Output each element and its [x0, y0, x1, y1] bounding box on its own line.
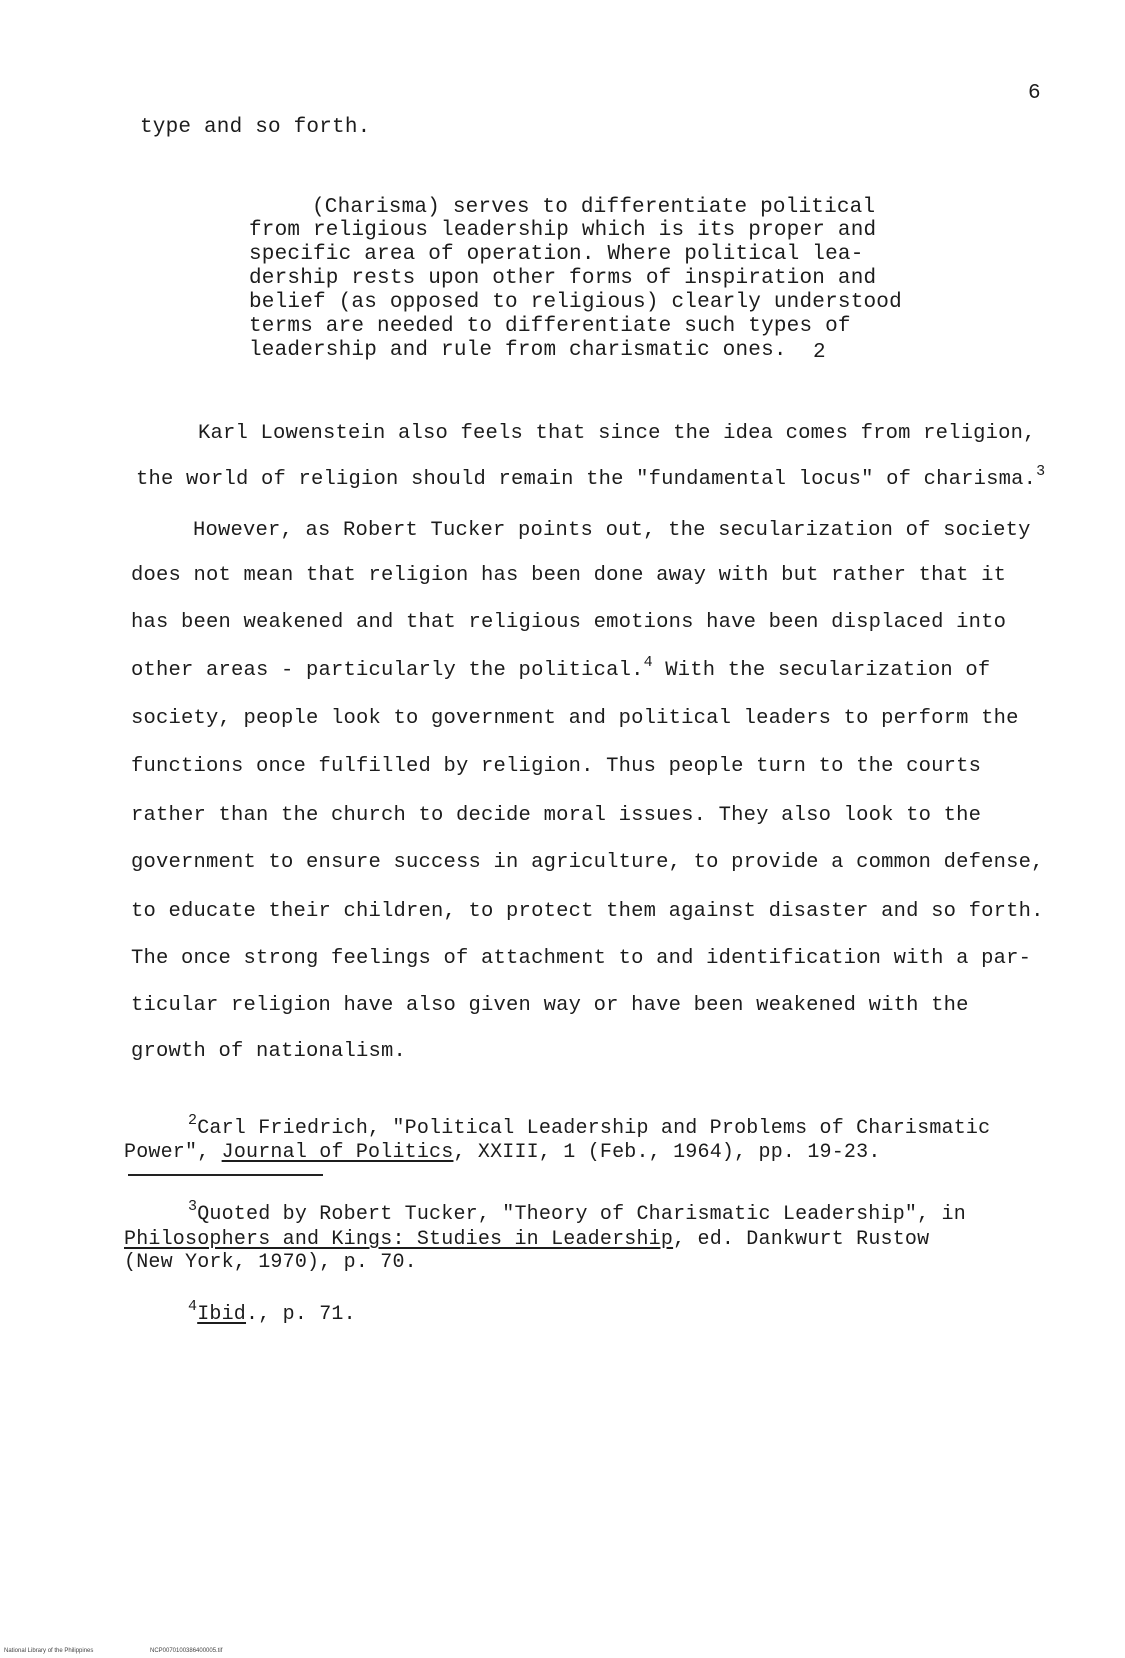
body-line: other areas - particularly the political.$^4$ With the secularization of: [131, 654, 991, 682]
body-line: society, people look to government and political leaders to perform the: [131, 707, 1019, 730]
body-line: to educate their children, to protect them against disaster and so forth.: [131, 900, 1044, 923]
footnote-3-cont: (New York, 1970), p. 70.: [124, 1251, 417, 1274]
body-line: has been weakened and that religious emotions have been displaced into: [131, 611, 1007, 634]
footnote-ref[interactable]: 4: [643, 654, 653, 671]
footnote-2-cont: Power", Journal of Politics, XXIII, 1 (Feb., 1964), pp. 19-23.: [124, 1141, 881, 1164]
quote-note-ref: 2: [813, 341, 826, 364]
page-number: 6: [1028, 82, 1041, 105]
quote-line: dership rests upon other forms of inspiration and: [249, 267, 877, 290]
footnote-3: $^3$Quoted by Robert Tucker, "Theory of Charismatic Leadership", in: [188, 1198, 966, 1226]
body-line: the world of religion should remain the "fundamental locus" of charisma.$^3$: [136, 463, 1046, 491]
quote-line: terms are needed to differentiate such types of: [249, 315, 851, 338]
quote-line: (Charisma) serves to differentiate political: [312, 196, 876, 219]
body-line: ticular religion have also given way or have been weakened with the: [131, 994, 969, 1017]
footnote-4: $^4$Ibid., p. 71.: [188, 1298, 356, 1326]
body-line: Karl Lowenstein also feels that since the idea comes from religion,: [198, 422, 1036, 445]
footnote-divider: [128, 1174, 323, 1176]
footer-library: National Library of the Philippines: [4, 1648, 94, 1654]
body-line: rather than the church to decide moral issues. They also look to the: [131, 804, 982, 827]
body-line: does not mean that religion has been done away with but rather that it: [131, 564, 1007, 587]
footnote-2: $^2$Carl Friedrich, "Political Leadership and Problems of Charismatic: [188, 1112, 991, 1140]
top-line: type and so forth.: [140, 116, 371, 139]
body-line: functions once fulfilled by religion. Thus people turn to the courts: [131, 755, 982, 778]
book-title: Philosophers and Kings: Studies in Leadership: [124, 1228, 674, 1251]
quote-line: belief (as opposed to religious) clearly understood: [249, 291, 902, 314]
body-line: government to ensure success in agriculture, to provide a common defense,: [131, 851, 1044, 874]
quote-line: leadership and rule from charismatic ones.: [249, 339, 787, 362]
footnote-ref[interactable]: 3: [1036, 463, 1046, 480]
quote-line: specific area of operation. Where political lea-: [249, 243, 864, 266]
quote-line: from religious leadership which is its proper and: [249, 219, 877, 242]
body-line: However, as Robert Tucker points out, the secularization of society: [193, 519, 1031, 542]
footnote-3-cont: Philosophers and Kings: Studies in Leadership, ed. Dankwurt Rustow: [124, 1228, 930, 1251]
body-line: growth of nationalism.: [131, 1040, 407, 1063]
footer-filename: NCP0070100386400005.tif: [150, 1648, 223, 1654]
journal-title: Journal of Politics: [221, 1141, 454, 1164]
body-line: The once strong feelings of attachment to and identification with a par-: [131, 947, 1032, 970]
